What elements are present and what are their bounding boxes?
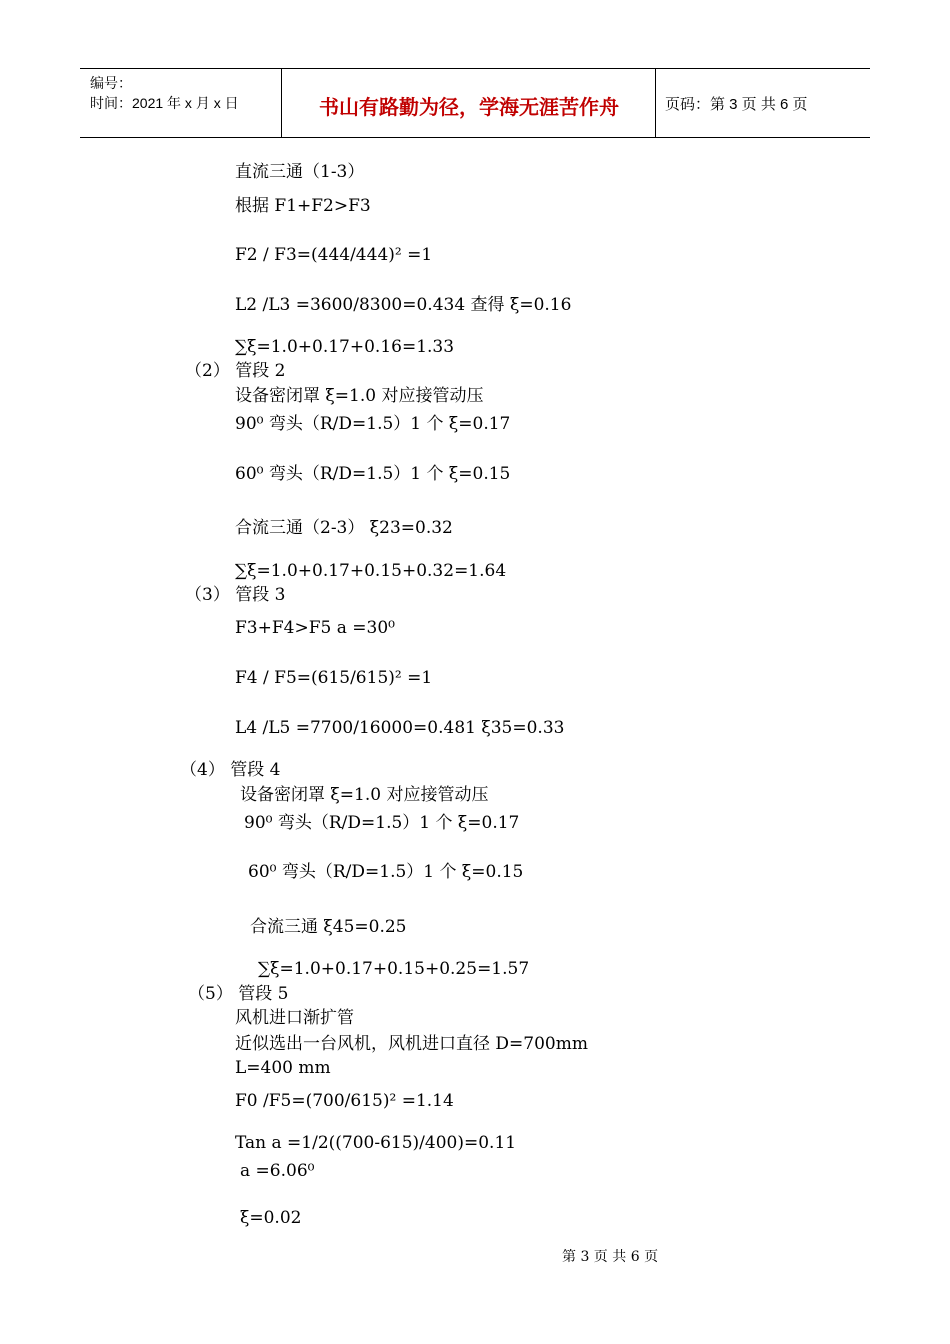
body-line: L2 /L3 =3600/8300=0.434 查得 ξ=0.16 [235,295,572,315]
body-line: 风机进口渐扩管 [235,1008,354,1028]
body-line: 直流三通（1-3） [235,162,365,182]
body-line: 90⁰ 弯头（R/D=1.5）1 个 ξ=0.17 [235,414,511,434]
body-line: ∑ξ=1.0+0.17+0.16=1.33 [235,337,455,357]
body-line: 60⁰ 弯头（R/D=1.5）1 个 ξ=0.15 [248,862,524,882]
section-heading: （3） 管段 3 [185,585,286,605]
section-heading: （5） 管段 5 [188,984,289,1004]
header-divider [655,69,656,137]
body-line: 设备密闭罩 ξ=1.0 对应接管动压 [240,785,489,805]
body-line: 60⁰ 弯头（R/D=1.5）1 个 ξ=0.15 [235,464,511,484]
body-line: 90⁰ 弯头（R/D=1.5）1 个 ξ=0.17 [244,813,520,833]
body-line: 近似选出一台风机，风机进口直径 D=700mm [235,1034,588,1054]
header-motto: 书山有路勤为径，学海无涯苦作舟 [319,97,619,119]
header-page-info: 页码：第 3 页 共 6 页 [665,96,808,113]
section-heading: （4） 管段 4 [180,760,281,780]
page-footer: 第 3 页 共 6 页 [562,1249,659,1265]
body-line: ξ=0.02 [240,1208,302,1228]
section-heading: （2） 管段 2 [185,361,286,381]
body-line: 合流三通 ξ45=0.25 [250,917,407,937]
header-divider [281,69,282,137]
body-line: F4 / F5=(615/615)² =1 [235,668,433,688]
body-line: F2 / F3=(444/444)² =1 [235,245,433,265]
body-line: 根据 F1+F2>F3 [235,196,371,216]
body-line: ∑ξ=1.0+0.17+0.15+0.25=1.57 [258,959,530,979]
time-label: 时间：2021 年 x 月 x 日 [90,95,239,111]
body-line: 合流三通（2-3） ξ23=0.32 [235,518,453,538]
body-line: L=400 mm [235,1058,331,1078]
body-line: 设备密闭罩 ξ=1.0 对应接管动压 [235,386,484,406]
page-header [80,68,870,138]
body-line: L4 /L5 =7700/16000=0.481 ξ35=0.33 [235,718,565,738]
body-line: a =6.06⁰ [240,1161,315,1181]
header-meta [90,73,239,113]
body-line: ∑ξ=1.0+0.17+0.15+0.32=1.64 [235,561,507,581]
number-label: 编号： [90,75,132,91]
body-line: Tan a =1/2((700-615)/400)=0.11 [235,1133,517,1153]
body-line: F3+F4>F5 a =30⁰ [235,618,395,638]
body-line: F0 /F5=(700/615)² =1.14 [235,1091,454,1111]
